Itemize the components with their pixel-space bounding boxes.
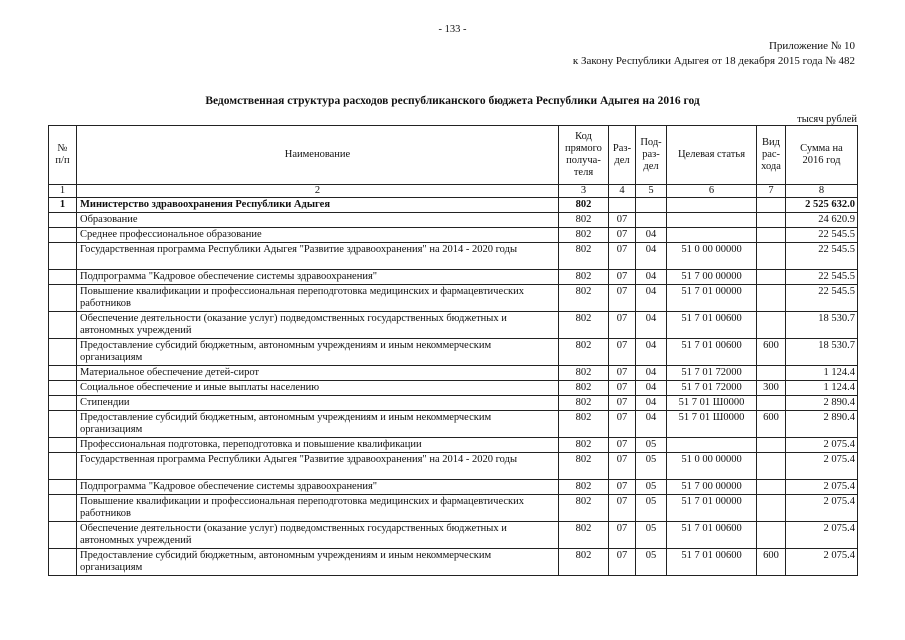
cell-subsection: 04 — [636, 396, 667, 411]
cell-code: 802 — [559, 453, 609, 480]
cell-no — [49, 396, 77, 411]
col-header-name: Наименование — [77, 126, 559, 185]
cell-target — [667, 213, 757, 228]
table-row — [49, 198, 858, 213]
cell-subsection: 05 — [636, 522, 667, 549]
cell-code: 802 — [559, 228, 609, 243]
column-number: 7 — [757, 185, 786, 198]
cell-exp-type — [757, 438, 786, 453]
cell-subsection: 04 — [636, 243, 667, 270]
cell-amount: 22 545.5 — [786, 243, 858, 270]
cell-name: Среднее профессиональное образование — [77, 228, 559, 243]
cell-code: 802 — [559, 198, 609, 213]
cell-exp-type — [757, 270, 786, 285]
cell-section: 07 — [609, 522, 636, 549]
cell-amount: 2 890.4 — [786, 411, 858, 438]
column-number: 3 — [559, 185, 609, 198]
cell-code: 802 — [559, 243, 609, 270]
cell-target: 51 0 00 00000 — [667, 243, 757, 270]
table-row — [49, 312, 858, 339]
cell-amount: 2 075.4 — [786, 495, 858, 522]
cell-amount: 18 530.7 — [786, 312, 858, 339]
cell-no — [49, 381, 77, 396]
cell-amount: 2 890.4 — [786, 396, 858, 411]
cell-exp-type — [757, 198, 786, 213]
cell-target: 51 7 01 Ш0000 — [667, 411, 757, 438]
document-title: Ведомственная структура расходов республиканского бюджета Республики Адыгея на 2016 год — [205, 95, 700, 107]
table-row — [49, 522, 858, 549]
cell-subsection: 05 — [636, 480, 667, 495]
cell-subsection: 04 — [636, 366, 667, 381]
cell-exp-type — [757, 495, 786, 522]
cell-section: 07 — [609, 438, 636, 453]
cell-section: 07 — [609, 381, 636, 396]
cell-no — [49, 480, 77, 495]
cell-no — [49, 453, 77, 480]
cell-target: 51 7 01 72000 — [667, 381, 757, 396]
cell-section: 07 — [609, 411, 636, 438]
table-row — [49, 411, 858, 438]
cell-exp-type — [757, 228, 786, 243]
units-label: тысяч рублей — [797, 114, 857, 125]
cell-subsection — [636, 213, 667, 228]
page-number: - 133 - — [438, 24, 467, 35]
cell-section: 07 — [609, 243, 636, 270]
cell-exp-type — [757, 480, 786, 495]
cell-no — [49, 522, 77, 549]
cell-code: 802 — [559, 549, 609, 576]
cell-section: 07 — [609, 495, 636, 522]
cell-code: 802 — [559, 285, 609, 312]
column-number: 6 — [667, 185, 757, 198]
col-header-no: № п/п — [49, 126, 77, 185]
cell-section: 07 — [609, 228, 636, 243]
cell-section: 07 — [609, 453, 636, 480]
cell-no — [49, 228, 77, 243]
cell-exp-type — [757, 453, 786, 480]
cell-target: 51 7 01 00600 — [667, 522, 757, 549]
cell-section: 07 — [609, 366, 636, 381]
cell-amount: 2 525 632.0 — [786, 198, 858, 213]
cell-amount: 1 124.4 — [786, 381, 858, 396]
column-number: 1 — [49, 185, 77, 198]
cell-amount: 1 124.4 — [786, 366, 858, 381]
cell-subsection: 04 — [636, 381, 667, 396]
col-header-subsection: Под-раз-дел — [636, 126, 667, 185]
table-header-row — [49, 126, 858, 185]
cell-target: 51 0 00 00000 — [667, 453, 757, 480]
cell-subsection: 04 — [636, 228, 667, 243]
cell-amount: 24 620.9 — [786, 213, 858, 228]
cell-code: 802 — [559, 480, 609, 495]
cell-amount: 2 075.4 — [786, 453, 858, 480]
table-row — [49, 495, 858, 522]
col-header-target: Целевая статья — [667, 126, 757, 185]
cell-amount: 2 075.4 — [786, 438, 858, 453]
cell-subsection: 04 — [636, 312, 667, 339]
cell-name: Подпрограмма "Кадровое обеспечение системы здравоохранения" — [77, 270, 559, 285]
cell-section: 07 — [609, 549, 636, 576]
cell-section: 07 — [609, 396, 636, 411]
cell-target: 51 7 01 Ш0000 — [667, 396, 757, 411]
cell-section: 07 — [609, 285, 636, 312]
cell-section: 07 — [609, 213, 636, 228]
column-number: 2 — [77, 185, 559, 198]
table-row — [49, 285, 858, 312]
table-row — [49, 549, 858, 576]
appendix-number: Приложение № 10 — [768, 40, 855, 52]
cell-name: Повышение квалификации и профессиональная переподготовка медицинских и фармацевтических работников — [77, 495, 559, 522]
cell-name: Министерство здравоохранения Республики Адыгея — [77, 198, 559, 213]
cell-code: 802 — [559, 396, 609, 411]
cell-target — [667, 228, 757, 243]
cell-section: 07 — [609, 312, 636, 339]
cell-code: 802 — [559, 495, 609, 522]
cell-amount: 2 075.4 — [786, 549, 858, 576]
cell-code: 802 — [559, 339, 609, 366]
table-row — [49, 270, 858, 285]
cell-name: Предоставление субсидий бюджетным, автономным учреждениям и иным некоммерческим организациям — [77, 339, 559, 366]
cell-subsection: 05 — [636, 438, 667, 453]
cell-no — [49, 243, 77, 270]
cell-name: Стипендии — [77, 396, 559, 411]
cell-subsection — [636, 198, 667, 213]
cell-target — [667, 198, 757, 213]
cell-no — [49, 213, 77, 228]
cell-amount: 2 075.4 — [786, 480, 858, 495]
cell-target: 51 7 01 00600 — [667, 549, 757, 576]
cell-exp-type: 600 — [757, 339, 786, 366]
cell-target: 51 7 01 00000 — [667, 285, 757, 312]
cell-name: Материальное обеспечение детей-сирот — [77, 366, 559, 381]
cell-name: Подпрограмма "Кадровое обеспечение системы здравоохранения" — [77, 480, 559, 495]
cell-subsection: 05 — [636, 453, 667, 480]
column-number: 4 — [609, 185, 636, 198]
cell-subsection: 04 — [636, 411, 667, 438]
cell-amount: 22 545.5 — [786, 228, 858, 243]
table-row — [49, 339, 858, 366]
cell-no — [49, 366, 77, 381]
cell-name: Социальное обеспечение и иные выплаты населению — [77, 381, 559, 396]
cell-exp-type: 300 — [757, 381, 786, 396]
cell-code: 802 — [559, 366, 609, 381]
cell-no — [49, 411, 77, 438]
cell-subsection: 04 — [636, 285, 667, 312]
cell-subsection: 05 — [636, 549, 667, 576]
table-row — [49, 243, 858, 270]
cell-amount: 22 545.5 — [786, 270, 858, 285]
cell-no — [49, 495, 77, 522]
cell-no — [49, 438, 77, 453]
cell-exp-type: 600 — [757, 549, 786, 576]
table-row — [49, 438, 858, 453]
cell-no — [49, 549, 77, 576]
cell-name: Повышение квалификации и профессиональная переподготовка медицинских и фармацевтических работников — [77, 285, 559, 312]
appendix-law-reference: к Закону Республики Адыгея от 18 декабря 2015 года № 482 — [572, 55, 855, 67]
cell-target — [667, 438, 757, 453]
cell-exp-type — [757, 243, 786, 270]
cell-name: Обеспечение деятельности (оказание услуг) подведомственных государственных бюджетных и автономных учреждений — [77, 312, 559, 339]
table-row — [49, 366, 858, 381]
cell-code: 802 — [559, 270, 609, 285]
cell-code: 802 — [559, 438, 609, 453]
cell-target: 51 7 00 00000 — [667, 480, 757, 495]
cell-amount: 2 075.4 — [786, 522, 858, 549]
cell-target: 51 7 00 00000 — [667, 270, 757, 285]
cell-name: Предоставление субсидий бюджетным, автономным учреждениям и иным некоммерческим организациям — [77, 411, 559, 438]
cell-target: 51 7 01 00000 — [667, 495, 757, 522]
cell-name: Государственная программа Республики Адыгея "Развитие здравоохранения" на 2014 - 2020 годы — [77, 243, 559, 270]
cell-amount: 18 530.7 — [786, 339, 858, 366]
cell-exp-type — [757, 396, 786, 411]
cell-name: Профессиональная подготовка, переподготовка и повышение квалификации — [77, 438, 559, 453]
table-row — [49, 381, 858, 396]
col-header-exp-type: Вид рас-хода — [757, 126, 786, 185]
budget-table — [48, 125, 858, 576]
cell-subsection: 04 — [636, 339, 667, 366]
cell-exp-type — [757, 366, 786, 381]
cell-code: 802 — [559, 213, 609, 228]
cell-section — [609, 198, 636, 213]
cell-exp-type — [757, 522, 786, 549]
cell-code: 802 — [559, 522, 609, 549]
cell-amount: 22 545.5 — [786, 285, 858, 312]
cell-section: 07 — [609, 339, 636, 366]
table-row — [49, 480, 858, 495]
table-row — [49, 213, 858, 228]
table-row — [49, 396, 858, 411]
table-row — [49, 453, 858, 480]
cell-no — [49, 312, 77, 339]
cell-exp-type — [757, 285, 786, 312]
cell-name: Образование — [77, 213, 559, 228]
cell-section: 07 — [609, 270, 636, 285]
col-header-amount: Сумма на 2016 год — [786, 126, 858, 185]
cell-name: Обеспечение деятельности (оказание услуг) подведомственных государственных бюджетных и автономных учреждений — [77, 522, 559, 549]
table-row — [49, 228, 858, 243]
cell-no — [49, 270, 77, 285]
cell-exp-type — [757, 312, 786, 339]
cell-target: 51 7 01 00600 — [667, 312, 757, 339]
col-header-section: Раз-дел — [609, 126, 636, 185]
cell-exp-type — [757, 213, 786, 228]
cell-section: 07 — [609, 480, 636, 495]
cell-target: 51 7 01 72000 — [667, 366, 757, 381]
column-number: 8 — [786, 185, 858, 198]
cell-no — [49, 339, 77, 366]
cell-no — [49, 285, 77, 312]
cell-name: Государственная программа Республики Адыгея "Развитие здравоохранения" на 2014 - 2020 годы — [77, 453, 559, 480]
cell-no: 1 — [49, 198, 77, 213]
col-header-code: Код прямого получа-теля — [559, 126, 609, 185]
cell-code: 802 — [559, 381, 609, 396]
cell-name: Предоставление субсидий бюджетным, автономным учреждениям и иным некоммерческим организациям — [77, 549, 559, 576]
cell-target: 51 7 01 00600 — [667, 339, 757, 366]
column-number: 5 — [636, 185, 667, 198]
cell-subsection: 04 — [636, 270, 667, 285]
cell-code: 802 — [559, 312, 609, 339]
cell-subsection: 05 — [636, 495, 667, 522]
cell-exp-type: 600 — [757, 411, 786, 438]
column-number-row — [49, 185, 858, 198]
cell-code: 802 — [559, 411, 609, 438]
